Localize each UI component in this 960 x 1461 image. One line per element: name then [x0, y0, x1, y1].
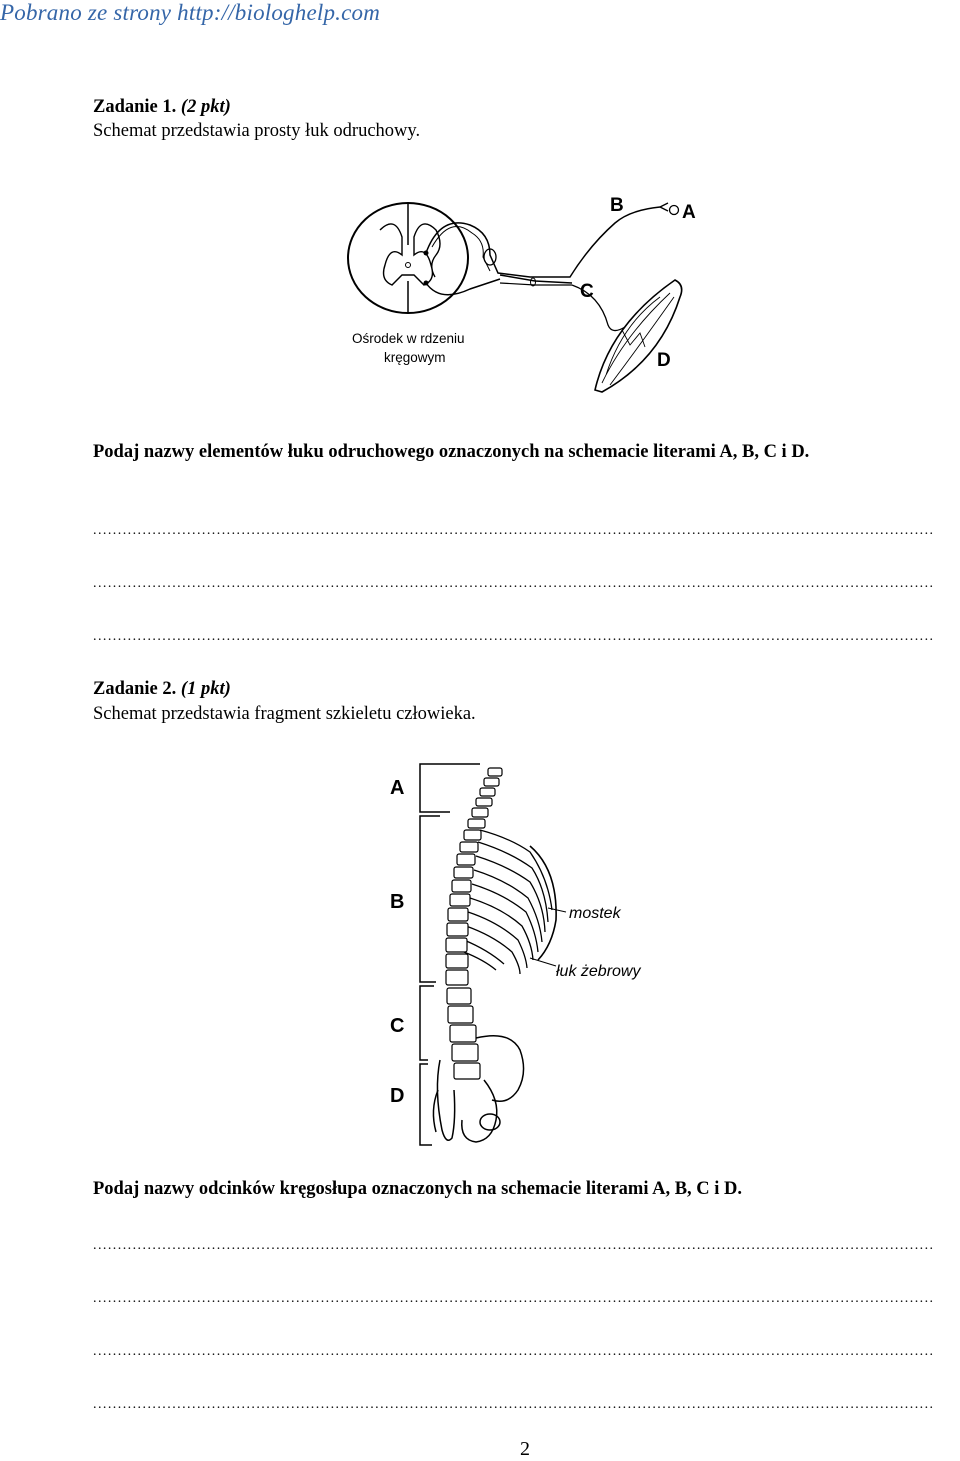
answer-line[interactable]: .......................................................................................................................................................................... [93, 523, 935, 538]
grey-matter [380, 224, 440, 285]
task1-heading [93, 96, 231, 118]
label-d: D [390, 1085, 405, 1107]
answer-line[interactable]: .......................................................................................................................................................................... [93, 629, 935, 644]
answer-line[interactable]: .......................................................................................................................................................................... [93, 1238, 935, 1253]
label-c: C [390, 1015, 405, 1037]
costal-arch-label: łuk żebrowy [556, 963, 641, 980]
receptor [660, 203, 668, 211]
sensory-pathway [426, 207, 660, 277]
watermark-header: Pobrano ze strony http://biologhelp.com [0, 0, 381, 25]
effector-muscle [595, 280, 682, 392]
task2-question: Podaj nazwy odcinków kręgosłupa oznaczonych na schemacie literami A, B, C i D. [93, 1179, 743, 1199]
answer-line[interactable]: .......................................................................................................................................................................... [93, 1291, 935, 1306]
label-b: B [390, 891, 405, 913]
label-a: A [682, 202, 696, 223]
task2-intro: Schemat przedstawia fragment szkieletu człowieka. [93, 704, 476, 724]
label-b: B [610, 195, 624, 216]
task1-title: Zadanie 1. [93, 97, 177, 117]
bracket-b [420, 816, 440, 982]
bracket-c [420, 986, 434, 1060]
bracket-d [420, 1064, 432, 1145]
label-d: D [657, 350, 671, 371]
answer-line[interactable]: .......................................................................................................................................................................... [93, 1397, 935, 1412]
sternum-label: mostek [569, 905, 621, 922]
bracket-a [420, 764, 480, 812]
task2-title: Zadanie 2. [93, 679, 177, 699]
center-label-line2: kręgowym [384, 350, 446, 365]
answer-line[interactable]: .......................................................................................................................................................................... [93, 1344, 935, 1359]
task1-points: (2 pkt) [180, 97, 231, 117]
spine-diagram [380, 760, 670, 1150]
task2-heading [93, 678, 231, 700]
reflex-arc-diagram [340, 185, 720, 400]
answer-line[interactable]: .......................................................................................................................................................................... [93, 576, 935, 591]
page-number: 2 [520, 1438, 530, 1460]
task1-intro: Schemat przedstawia prosty łuk odruchowy. [93, 121, 421, 141]
task2-points: (1 pkt) [180, 679, 231, 699]
label-a: A [390, 777, 405, 799]
label-c: C [580, 281, 594, 302]
center-label-line1: Ośrodek w rdzeniu [352, 331, 465, 346]
task1-question: Podaj nazwy elementów łuku odruchowego oznaczonych na schemacie literami A, B, C i D. [93, 442, 810, 462]
